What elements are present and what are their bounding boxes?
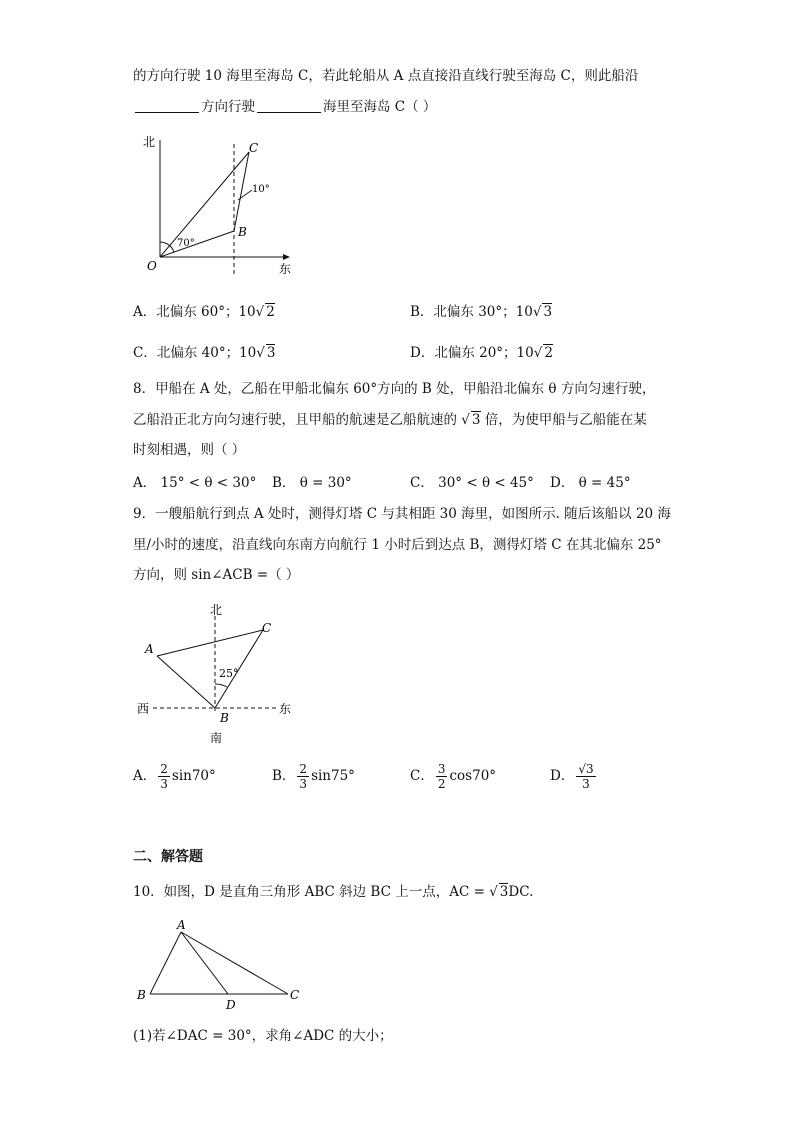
q7-option-B-label: B． xyxy=(410,304,434,320)
q10-segment-AD xyxy=(181,932,228,994)
q9-figure xyxy=(133,600,303,748)
q9-segment-AC xyxy=(157,630,263,656)
q10-label-C: C xyxy=(290,988,300,1002)
q7-option-B-text: 北偏东 30°；10 xyxy=(433,304,533,320)
section-title-answer-questions: 二、解答题 xyxy=(133,849,203,865)
q8-line3: 时刻相遇，则（ ） xyxy=(133,442,246,458)
q7-label-C: C xyxy=(249,141,259,155)
q10-sub1: (1)若∠DAC = 30°，求角∠ADC 的大小； xyxy=(133,1028,393,1044)
q9-option-D[interactable] xyxy=(550,762,598,791)
q10-line1: 10．如图，D 是直角三角形 ABC 斜边 BC 上一点，AC = √ 3DC. xyxy=(133,884,534,900)
q9-label-east: 东 xyxy=(279,702,292,716)
q8-line2a: 乙船沿正北方向匀速行驶，且甲船的航速是乙船航速的 xyxy=(133,412,462,428)
q10-segment-AB xyxy=(150,932,181,994)
q7-line2-end: 海里至海岛 C（ ） xyxy=(323,99,437,115)
q7-option-C-label: C． xyxy=(133,345,157,361)
q7-label-angle70: 70° xyxy=(177,238,195,249)
q9-option-C-tail: cos70° xyxy=(449,768,497,784)
q9-angle-arc-25 xyxy=(215,684,227,687)
q8-option-C[interactable]: C． 30° < θ < 45° xyxy=(410,475,534,491)
q9-option-A-den: 3 xyxy=(160,777,168,791)
q7-option-D-text: 北偏东 20°；10 xyxy=(434,345,534,361)
q8-line2-radicand: 3 xyxy=(471,412,481,428)
q7-line2 xyxy=(133,97,436,117)
q9-option-B-den: 3 xyxy=(299,777,308,791)
q9-option-C-num: 3 xyxy=(437,762,446,776)
q9-option-A-num: 2 xyxy=(160,762,168,776)
q7-label-angle10: 10° xyxy=(252,184,270,195)
q9-option-B-label: B． xyxy=(272,768,296,784)
q9-option-C-fraction xyxy=(436,762,448,791)
q9-option-B-fraction xyxy=(297,762,309,791)
q9-option-A-tail: sin70° xyxy=(171,768,216,784)
q9-option-B[interactable] xyxy=(272,762,355,791)
q9-label-B: B xyxy=(220,711,229,725)
q9-option-D-fraction xyxy=(576,762,595,791)
q10-line1b: DC. xyxy=(508,884,534,900)
q9-option-C-den: 2 xyxy=(437,777,446,791)
q9-label-north: 北 xyxy=(210,603,223,617)
q7-segment-BC xyxy=(234,152,249,231)
q9-option-A-fraction xyxy=(158,762,170,791)
q9-option-D-num: √3 xyxy=(578,762,594,776)
q9-line3: 方向，则 sin∠ACB =（ ） xyxy=(133,567,300,583)
q7-label-north: 北 xyxy=(143,135,156,149)
q9-label-angle25: 25° xyxy=(219,667,239,680)
q9-label-A: A xyxy=(145,642,154,656)
q9-label-C: C xyxy=(262,621,272,635)
q7-option-A-radicand: 2 xyxy=(266,304,275,320)
q7-figure xyxy=(133,128,303,278)
q7-option-D-radicand: 2 xyxy=(544,345,553,361)
q7-label-B: B xyxy=(238,225,247,239)
q10-segment-AC xyxy=(181,932,288,994)
q8-option-D[interactable]: D． θ = 45° xyxy=(550,475,631,491)
q9-option-B-num: 2 xyxy=(299,762,308,776)
q10-label-B: B xyxy=(137,988,146,1002)
q8-option-A[interactable]: A． 15° < θ < 30° xyxy=(133,475,257,491)
q8-line2: 乙船沿正北方向匀速行驶，且甲船的航速是乙船航速的 √ 3 倍，为使甲船与乙船能在某 xyxy=(133,412,647,428)
q9-option-C[interactable] xyxy=(410,762,496,791)
q9-option-D-label: D． xyxy=(550,768,575,784)
q7-option-A-label: A． xyxy=(133,304,157,320)
q9-option-D-den: 3 xyxy=(582,777,590,791)
q9-label-south: 南 xyxy=(210,731,223,745)
q7-option-B-radicand: 3 xyxy=(543,304,553,320)
q8-line2b: 倍，为使甲船与乙船能在某 xyxy=(480,412,647,428)
q7-line1: 的方向行驶 10 海里至海岛 C，若此轮船从 A 点直接沿直线行驶至海岛 C，则此船沿 xyxy=(133,68,639,84)
q7-label-O: O xyxy=(147,259,157,273)
q7-option-A[interactable]: A．北偏东 60°；10√ 2 xyxy=(133,304,275,320)
q7-east-arrow xyxy=(283,254,290,260)
q9-option-C-label: C． xyxy=(410,768,434,784)
q10-label-A: A xyxy=(177,918,186,932)
q7-blank-distance[interactable] xyxy=(257,98,321,113)
q8-line1: 8．甲船在 A 处，乙船在甲船北偏东 60°方向的 B 处，甲船沿北偏东 θ 方向匀速行驶， xyxy=(133,381,656,397)
q7-option-D-label: D． xyxy=(410,345,435,361)
q9-option-A[interactable] xyxy=(133,762,216,791)
q9-line2: 里/小时的速度，沿直线向东南方向航行 1 小时后到达点 B，测得灯塔 C 在其北偏东 25° xyxy=(133,537,662,553)
q7-option-D[interactable]: D．北偏东 20°；10√ 2 xyxy=(410,345,553,361)
q9-label-west: 西 xyxy=(137,702,150,716)
q7-blank-direction[interactable] xyxy=(135,98,199,113)
q8-option-B[interactable]: B． θ = 30° xyxy=(272,475,352,491)
q7-option-A-text: 北偏东 60°；10 xyxy=(156,304,256,320)
q7-line2-mid: 方向行驶 xyxy=(201,99,255,115)
q10-label-D: D xyxy=(226,998,236,1012)
q9-option-A-label: A． xyxy=(133,768,157,784)
q7-option-C[interactable]: C．北偏东 40°；10√ 3 xyxy=(133,345,276,361)
q7-option-C-radicand: 3 xyxy=(266,345,276,361)
q7-option-B[interactable]: B．北偏东 30°；10√ 3 xyxy=(410,304,553,320)
q7-label-east: 东 xyxy=(279,262,292,276)
q9-segment-AB xyxy=(157,656,215,708)
q9-line1: 9．一艘船航行到点 A 处时，测得灯塔 C 与其相距 30 海里，如图所示. 随后该船以 20 海 xyxy=(133,506,671,522)
q7-option-C-text: 北偏东 40°；10 xyxy=(156,345,257,361)
q10-line1a: 10．如图，D 是直角三角形 ABC 斜边 BC 上一点，AC = xyxy=(133,884,490,900)
q10-line1-radicand: 3 xyxy=(499,884,509,900)
q9-option-B-tail: sin75° xyxy=(311,768,355,784)
q7-angle-leader-10 xyxy=(238,190,252,200)
q10-figure xyxy=(133,915,313,1015)
